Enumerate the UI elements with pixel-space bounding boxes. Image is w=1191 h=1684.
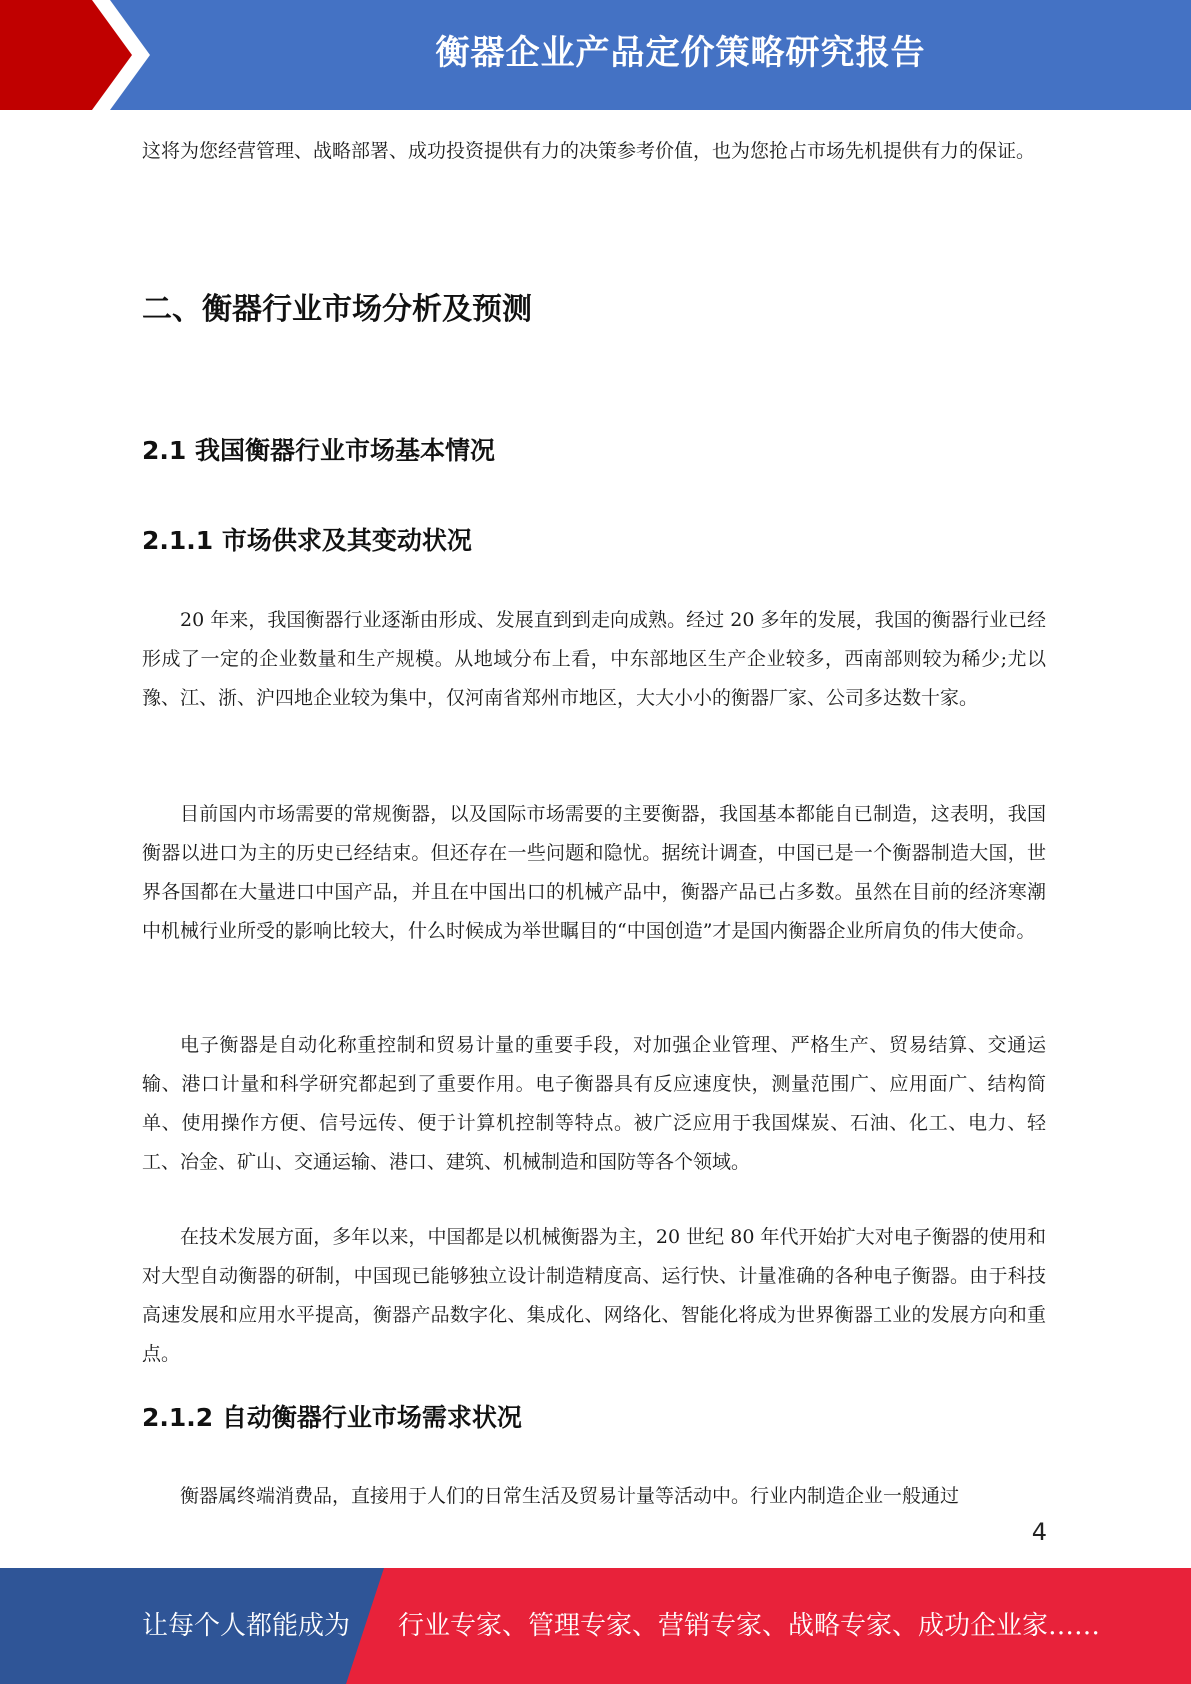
body-paragraph: 20 年来，我国衡器行业逐渐由形成、发展直到到走向成熟。经过 20 多年的发展，我国的衡器行业已经形成了一定的企业数量和生产规模。从地域分布上看，中东部地区生产企业较多，西南部则较为稀少;尤以豫、江、浙、沪四地企业较为集中，仅河南省郑州市地区，大大小小的衡器厂家、公司多达数十家。 [142, 609, 1046, 709]
body-paragraph: 衡器属终端消费品，直接用于人们的日常生活及贸易计量等活动中。行业内制造企业一般通过 [180, 1485, 960, 1507]
report-title: 衡器企业产品定价策略研究报告 [435, 33, 926, 73]
subsection-heading-2-1: 2.1 我国衡器行业市场基本情况 [142, 436, 495, 465]
body-paragraph: 电子衡器是自动化称重控制和贸易计量的重要手段，对加强企业管理、严格生产、贸易结算、交通运输、港口计量和科学研究都起到了重要作用。电子衡器具有反应速度快，测量范围广、应用面广、结构简单、使用操作方便、信号远传、便于计算机控制等特点。被广泛应用于我国煤炭、石油、化工、电力、轻工、冶金、矿山、交通运输、港口、建筑、机械制造和国防等各个领域。 [142, 1034, 1046, 1173]
subsection-heading-2-1-1: 2.1.1 市场供求及其变动状况 [142, 526, 472, 555]
page-number: 4 [1031, 1518, 1047, 1546]
footer-slogan-right: 行业专家、管理专家、营销专家、战略专家、成功企业家…… [398, 1611, 1101, 1641]
report-header-banner [0, 0, 1191, 110]
body-paragraph: 目前国内市场需要的常规衡器，以及国际市场需要的主要衡器，我国基本都能自已制造，这表明，我国衡器以进口为主的历史已经结束。但还存在一些问题和隐忧。据统计调查，中国已是一个衡器制造大国，世界各国都在大量进口中国产品，并且在中国出口的机械产品中，衡器产品已占多数。虽然在目前的经济寒潮中机械行业所受的影响比较大，什么时候成为举世瞩目的“中国创造”才是国内衡器企业所肩负的伟大使命。 [142, 803, 1046, 942]
report-footer-banner [0, 1568, 1191, 1684]
body-paragraph: 在技术发展方面，多年以来，中国都是以机械衡器为主，20 世纪 80 年代开始扩大对电子衡器的使用和对大型自动衡器的研制，中国现已能够独立设计制造精度高、运行快、计量准确的各种电子衡器。由于科技高速发展和应用水平提高，衡器产品数字化、集成化、网络化、智能化将成为世界衡器工业的发展方向和重点。 [142, 1226, 1046, 1365]
footer-slogan-left: 让每个人都能成为 [142, 1611, 351, 1641]
section-heading: 二、衡器行业市场分析及预测 [142, 292, 532, 327]
subsection-heading-2-1-2: 2.1.2 自动衡器行业市场需求状况 [142, 1403, 522, 1432]
intro-paragraph: 这将为您经营管理、战略部署、成功投资提供有力的决策参考价值，也为您抢占市场先机提供有力的保证。 [142, 140, 1036, 162]
